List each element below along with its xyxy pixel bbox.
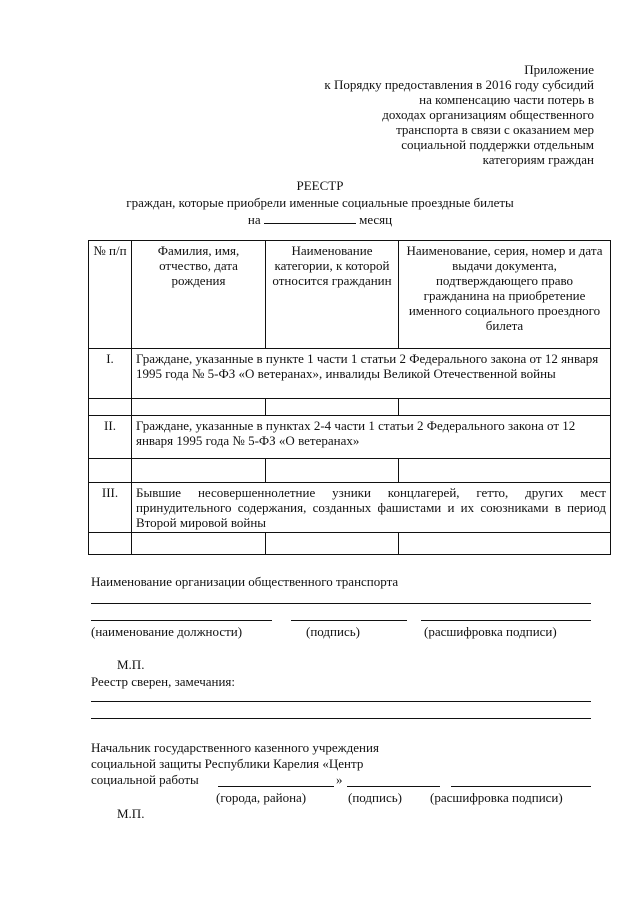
head-decoding-line[interactable] xyxy=(451,786,591,787)
table-cell[interactable] xyxy=(266,399,399,416)
header-category: Наименование категории, к которой относится гражданин xyxy=(266,241,399,349)
head-stamp-label: М.П. xyxy=(117,806,145,821)
position-line[interactable] xyxy=(91,620,272,621)
month-prefix: на xyxy=(247,212,261,227)
section-row xyxy=(89,416,611,459)
month-blank-field[interactable] xyxy=(264,211,356,224)
remarks-line[interactable] xyxy=(91,701,591,702)
section-text: Бывшие несовершеннолетние узники концлагерей, гетто, других мест принудительного содержания, созданных фашистами и их союзниками в период Второй мировой войны xyxy=(132,483,611,533)
table-cell[interactable] xyxy=(399,533,611,555)
table-cell[interactable] xyxy=(89,459,132,483)
appendix-line: на компенсацию части потерь в xyxy=(419,92,594,107)
quote-close: » xyxy=(336,772,343,787)
decoding-caption: (расшифровка подписи) xyxy=(424,624,557,639)
table-cell[interactable] xyxy=(266,533,399,555)
table-cell[interactable] xyxy=(132,459,266,483)
decoding-line[interactable] xyxy=(421,620,591,621)
stamp-label: М.П. xyxy=(117,657,145,672)
head-line: социальной защиты Республики Карелия «Центр xyxy=(91,756,364,771)
document-title: РЕЕСТР xyxy=(296,178,344,193)
section-row xyxy=(89,483,611,533)
appendix-line: транспорта в связи с оказанием мер xyxy=(396,122,594,137)
position-caption: (наименование должности) xyxy=(91,624,243,639)
section-number: I. xyxy=(89,349,132,399)
head-signature-line[interactable] xyxy=(347,786,440,787)
remarks-line[interactable] xyxy=(91,718,591,719)
table-header-row xyxy=(89,241,611,349)
header-name: Фамилия, имя, отчество, дата рождения xyxy=(132,241,266,349)
city-caption: (города, района) xyxy=(216,790,307,805)
section-row xyxy=(89,349,611,399)
table-cell[interactable] xyxy=(132,399,266,416)
signature-caption: (подпись) xyxy=(306,624,360,639)
appendix-line: доходах организациям общественного xyxy=(382,107,594,122)
section-text: Граждане, указанные в пункте 1 части 1 статьи 2 Федерального закона от 12 января 1995 года № 5-ФЗ «О ветеранах», инвалиды Великой Отечественной войны xyxy=(132,349,611,399)
document-subtitle: граждан, которые приобрели именные социальные проездные билеты xyxy=(126,195,514,210)
section-text: Граждане, указанные в пунктах 2-4 части 1 статьи 2 Федерального закона от 12 января 1995 года № 5-ФЗ «О ветеранах» xyxy=(132,416,611,459)
register-table xyxy=(88,240,611,555)
month-suffix: месяц xyxy=(359,212,393,227)
appendix-block xyxy=(264,62,594,167)
section-number: II. xyxy=(89,416,132,459)
section-number: III. xyxy=(89,483,132,533)
appendix-line: категориям граждан xyxy=(482,152,594,167)
header-document: Наименование, серия, номер и дата выдачи документа, подтверждающего право гражданина на приобретение именного социального проездного билета xyxy=(399,241,611,349)
head-line: социальной работы xyxy=(91,772,199,787)
head-decoding-caption: (расшифровка подписи) xyxy=(430,790,563,805)
appendix-line: социальной поддержки отдельным xyxy=(401,137,594,152)
table-cell[interactable] xyxy=(399,399,611,416)
table-row xyxy=(89,399,611,416)
table-cell[interactable] xyxy=(89,399,132,416)
head-line: Начальник государственного казенного учреждения xyxy=(91,740,379,755)
month-line xyxy=(0,211,640,227)
org-label: Наименование организации общественного транспорта xyxy=(91,574,399,589)
header-number: № п/п xyxy=(89,241,132,349)
table-cell[interactable] xyxy=(132,533,266,555)
table-row xyxy=(89,533,611,555)
appendix-line: Приложение xyxy=(524,62,594,77)
city-line[interactable] xyxy=(218,786,334,787)
signature-line[interactable] xyxy=(291,620,407,621)
org-name-line[interactable] xyxy=(91,603,591,604)
table-cell[interactable] xyxy=(266,459,399,483)
table-cell[interactable] xyxy=(399,459,611,483)
table-row xyxy=(89,459,611,483)
table-cell[interactable] xyxy=(89,533,132,555)
head-signature-caption: (подпись) xyxy=(348,790,402,805)
check-label: Реестр сверен, замечания: xyxy=(91,674,236,689)
appendix-line: к Порядку предоставления в 2016 году субсидий xyxy=(324,77,594,92)
